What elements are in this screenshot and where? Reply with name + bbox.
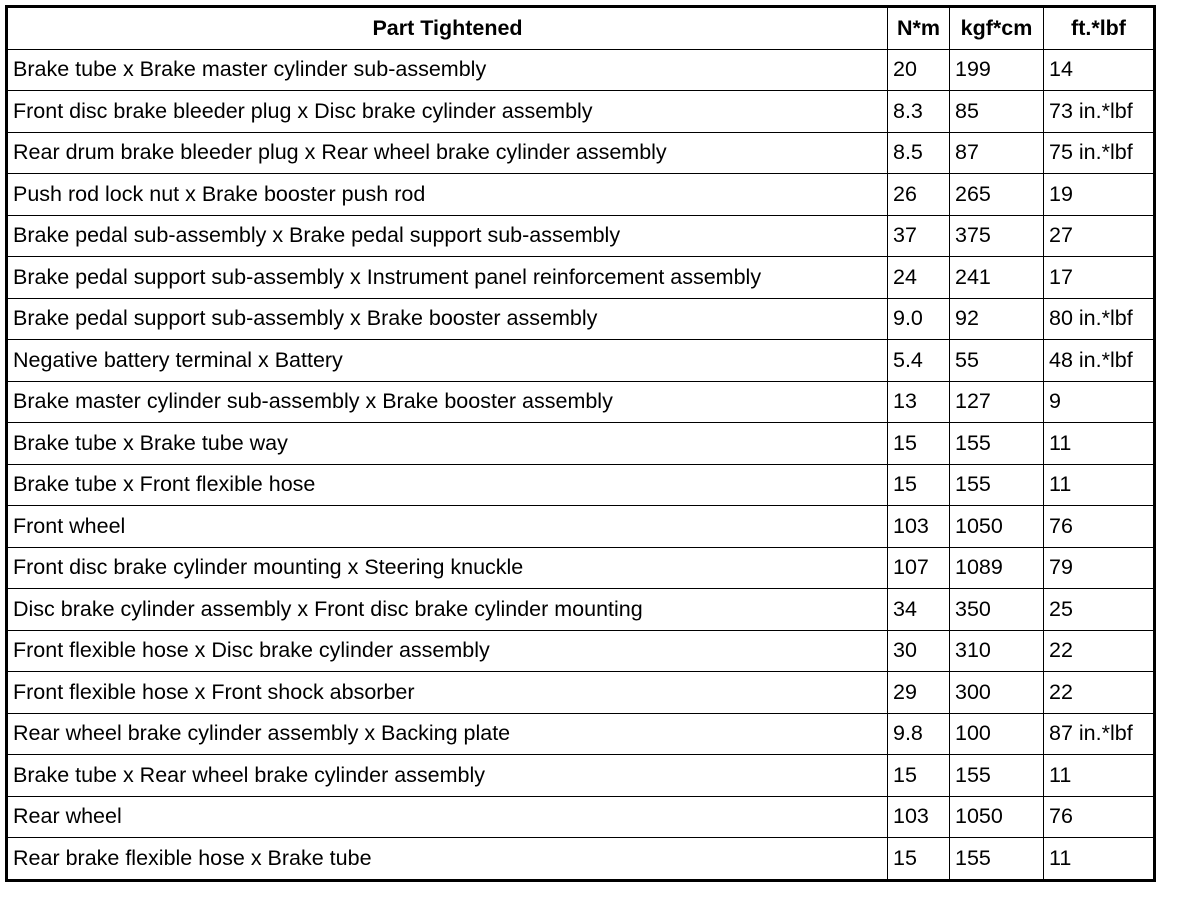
table-row xyxy=(7,174,1155,216)
part-tightened-cell: Negative battery terminal x Battery xyxy=(7,340,888,382)
kgf-cm-value-cell: 1050 xyxy=(950,796,1044,838)
header-row xyxy=(7,7,1155,50)
ft-lbf-value-cell: 73 in.*lbf xyxy=(1044,91,1155,133)
part-tightened-cell: Rear wheel xyxy=(7,796,888,838)
kgf-cm-value-cell: 350 xyxy=(950,589,1044,631)
ft-lbf-value-cell: 22 xyxy=(1044,672,1155,714)
part-tightened-cell: Brake pedal sub-assembly x Brake pedal support sub-assembly xyxy=(7,215,888,257)
nm-value-cell: 103 xyxy=(888,796,950,838)
part-tightened-cell: Front flexible hose x Front shock absorber xyxy=(7,672,888,714)
nm-value-cell: 15 xyxy=(888,838,950,881)
header-ft-lbf: ft.*lbf xyxy=(1044,7,1155,50)
header-kgf-cm: kgf*cm xyxy=(950,7,1044,50)
ft-lbf-value-cell: 11 xyxy=(1044,838,1155,881)
nm-value-cell: 9.8 xyxy=(888,713,950,755)
part-tightened-cell: Disc brake cylinder assembly x Front disc brake cylinder mounting xyxy=(7,589,888,631)
torque-spec-table xyxy=(5,5,1156,882)
ft-lbf-value-cell: 87 in.*lbf xyxy=(1044,713,1155,755)
nm-value-cell: 37 xyxy=(888,215,950,257)
part-tightened-cell: Brake tube x Brake master cylinder sub-assembly xyxy=(7,49,888,91)
nm-value-cell: 26 xyxy=(888,174,950,216)
part-tightened-cell: Brake tube x Brake tube way xyxy=(7,423,888,465)
part-tightened-cell: Front disc brake bleeder plug x Disc brake cylinder assembly xyxy=(7,91,888,133)
ft-lbf-value-cell: 27 xyxy=(1044,215,1155,257)
part-tightened-cell: Brake tube x Front flexible hose xyxy=(7,464,888,506)
part-tightened-cell: Brake tube x Rear wheel brake cylinder assembly xyxy=(7,755,888,797)
kgf-cm-value-cell: 87 xyxy=(950,132,1044,174)
table-row xyxy=(7,340,1155,382)
kgf-cm-value-cell: 155 xyxy=(950,423,1044,465)
kgf-cm-value-cell: 265 xyxy=(950,174,1044,216)
nm-value-cell: 9.0 xyxy=(888,298,950,340)
part-tightened-cell: Front wheel xyxy=(7,506,888,548)
ft-lbf-value-cell: 19 xyxy=(1044,174,1155,216)
nm-value-cell: 8.5 xyxy=(888,132,950,174)
table-row xyxy=(7,796,1155,838)
table-header xyxy=(7,7,1155,50)
part-tightened-cell: Brake pedal support sub-assembly x Brake booster assembly xyxy=(7,298,888,340)
ft-lbf-value-cell: 76 xyxy=(1044,506,1155,548)
table-row xyxy=(7,381,1155,423)
nm-value-cell: 24 xyxy=(888,257,950,299)
nm-value-cell: 15 xyxy=(888,423,950,465)
part-tightened-cell: Rear brake flexible hose x Brake tube xyxy=(7,838,888,881)
ft-lbf-value-cell: 11 xyxy=(1044,423,1155,465)
kgf-cm-value-cell: 155 xyxy=(950,755,1044,797)
table-row xyxy=(7,589,1155,631)
table-row xyxy=(7,91,1155,133)
table-row xyxy=(7,506,1155,548)
kgf-cm-value-cell: 155 xyxy=(950,838,1044,881)
ft-lbf-value-cell: 11 xyxy=(1044,755,1155,797)
ft-lbf-value-cell: 9 xyxy=(1044,381,1155,423)
ft-lbf-value-cell: 11 xyxy=(1044,464,1155,506)
table-row xyxy=(7,49,1155,91)
ft-lbf-value-cell: 80 in.*lbf xyxy=(1044,298,1155,340)
nm-value-cell: 103 xyxy=(888,506,950,548)
ft-lbf-value-cell: 17 xyxy=(1044,257,1155,299)
kgf-cm-value-cell: 92 xyxy=(950,298,1044,340)
ft-lbf-value-cell: 14 xyxy=(1044,49,1155,91)
ft-lbf-value-cell: 48 in.*lbf xyxy=(1044,340,1155,382)
ft-lbf-value-cell: 25 xyxy=(1044,589,1155,631)
nm-value-cell: 5.4 xyxy=(888,340,950,382)
nm-value-cell: 30 xyxy=(888,630,950,672)
ft-lbf-value-cell: 79 xyxy=(1044,547,1155,589)
table-row xyxy=(7,423,1155,465)
ft-lbf-value-cell: 22 xyxy=(1044,630,1155,672)
kgf-cm-value-cell: 127 xyxy=(950,381,1044,423)
ft-lbf-value-cell: 76 xyxy=(1044,796,1155,838)
nm-value-cell: 15 xyxy=(888,464,950,506)
table-row xyxy=(7,547,1155,589)
nm-value-cell: 13 xyxy=(888,381,950,423)
header-nm: N*m xyxy=(888,7,950,50)
kgf-cm-value-cell: 85 xyxy=(950,91,1044,133)
kgf-cm-value-cell: 100 xyxy=(950,713,1044,755)
ft-lbf-value-cell: 75 in.*lbf xyxy=(1044,132,1155,174)
table-body xyxy=(7,49,1155,880)
kgf-cm-value-cell: 310 xyxy=(950,630,1044,672)
nm-value-cell: 15 xyxy=(888,755,950,797)
table-row xyxy=(7,838,1155,881)
part-tightened-cell: Brake master cylinder sub-assembly x Brake booster assembly xyxy=(7,381,888,423)
kgf-cm-value-cell: 155 xyxy=(950,464,1044,506)
table-row xyxy=(7,215,1155,257)
kgf-cm-value-cell: 1089 xyxy=(950,547,1044,589)
nm-value-cell: 8.3 xyxy=(888,91,950,133)
header-part-tightened: Part Tightened xyxy=(7,7,888,50)
nm-value-cell: 34 xyxy=(888,589,950,631)
table-row xyxy=(7,132,1155,174)
table-row xyxy=(7,630,1155,672)
kgf-cm-value-cell: 55 xyxy=(950,340,1044,382)
kgf-cm-value-cell: 199 xyxy=(950,49,1044,91)
kgf-cm-value-cell: 300 xyxy=(950,672,1044,714)
part-tightened-cell: Front flexible hose x Disc brake cylinder assembly xyxy=(7,630,888,672)
part-tightened-cell: Push rod lock nut x Brake booster push rod xyxy=(7,174,888,216)
nm-value-cell: 29 xyxy=(888,672,950,714)
table-row xyxy=(7,755,1155,797)
table-row xyxy=(7,464,1155,506)
part-tightened-cell: Front disc brake cylinder mounting x Steering knuckle xyxy=(7,547,888,589)
kgf-cm-value-cell: 1050 xyxy=(950,506,1044,548)
table-row xyxy=(7,713,1155,755)
table-row xyxy=(7,257,1155,299)
kgf-cm-value-cell: 241 xyxy=(950,257,1044,299)
part-tightened-cell: Brake pedal support sub-assembly x Instrument panel reinforcement assembly xyxy=(7,257,888,299)
part-tightened-cell: Rear wheel brake cylinder assembly x Backing plate xyxy=(7,713,888,755)
table-row xyxy=(7,672,1155,714)
nm-value-cell: 107 xyxy=(888,547,950,589)
part-tightened-cell: Rear drum brake bleeder plug x Rear wheel brake cylinder assembly xyxy=(7,132,888,174)
kgf-cm-value-cell: 375 xyxy=(950,215,1044,257)
nm-value-cell: 20 xyxy=(888,49,950,91)
table-row xyxy=(7,298,1155,340)
